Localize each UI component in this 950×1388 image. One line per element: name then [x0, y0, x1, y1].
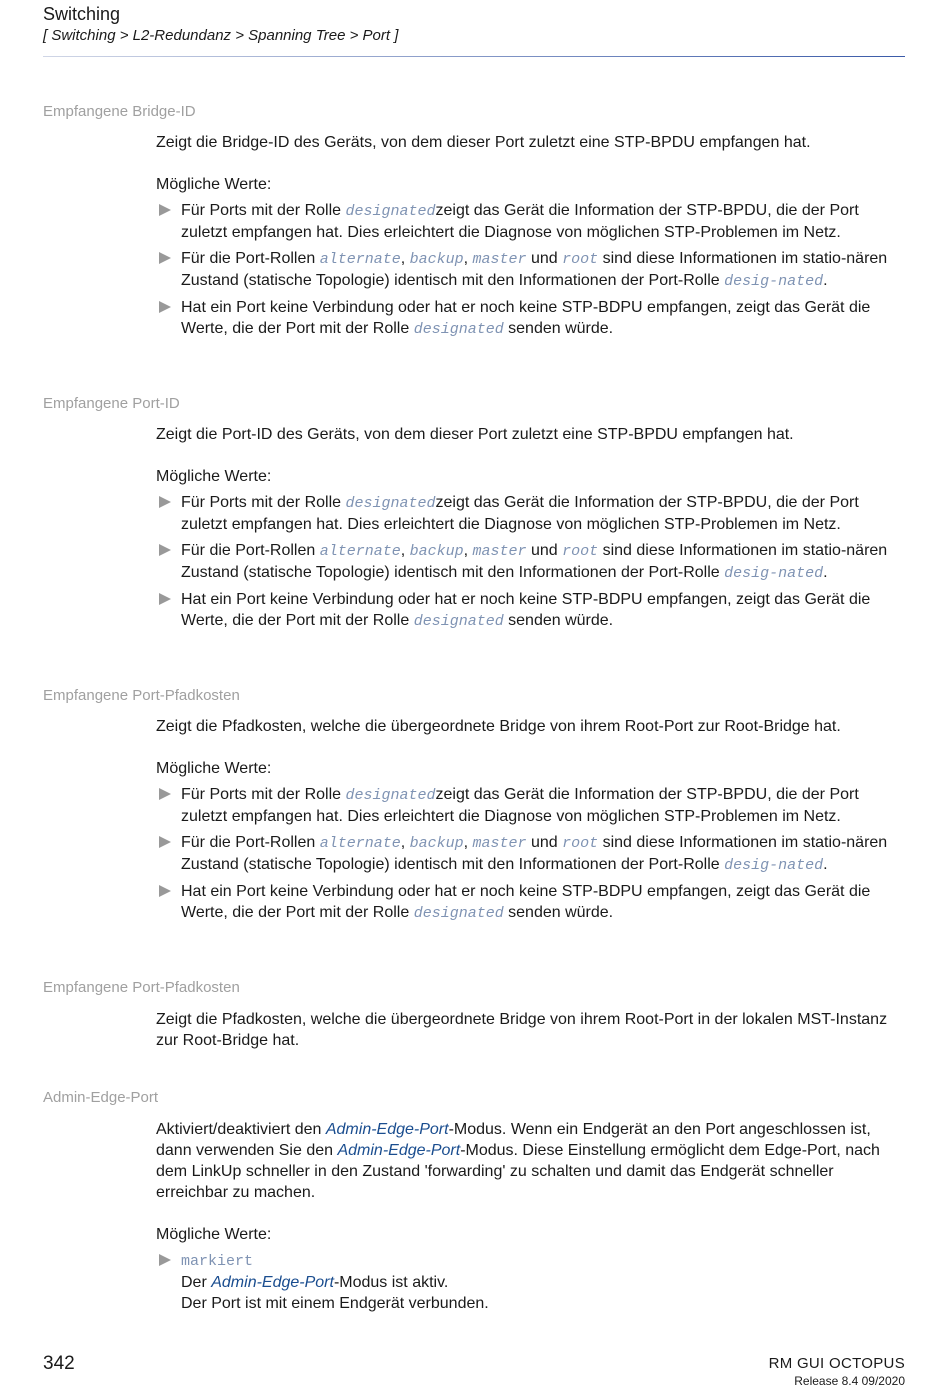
section-description: Aktiviert/deaktiviert den Admin-Edge-Port-Modus. Wenn ein Endgerät an den Port angeschlossen ist, dann verwenden Sie den Admin-Edge-Port-Modus. Diese Einstellung ermöglicht dem Edge-Port, nach dem LinkUp schneller in den Zustand 'forwarding' zu schalten und damit das Endgerät schneller erreichbar zu machen.: [156, 1121, 880, 1201]
possible-values-label: Mögliche Werte:: [156, 468, 272, 485]
page-header-title: Switching: [43, 4, 121, 24]
header-divider: [43, 56, 905, 57]
possible-values-list: [156, 200, 908, 340]
bullet-triangle-icon: [159, 885, 171, 897]
release-info: Release 8.4 09/2020: [794, 1374, 905, 1388]
admin-edge-port-link[interactable]: Admin-Edge-Port: [325, 1121, 449, 1138]
bullet-triangle-icon: [159, 252, 171, 264]
list-item: Für Ports mit der Rolle designatedzeigt das Gerät die Information der STP-BPDU, die der Port zuletzt empfangen hat. Dies erleichtert die Diagnose von möglichen STP-Problemen im Netz.: [156, 492, 908, 535]
bullet-triangle-icon: [159, 301, 171, 313]
section-heading-received-port-path-cost-mst: Empfangene Port-Pfadkosten: [43, 979, 240, 996]
list-item: Hat ein Port keine Verbindung oder hat er noch keine STP-BDPU empfangen, zeigt das Gerät die Werte, die der Port mit der Rolle designated senden würde.: [156, 297, 908, 340]
possible-values-list: [156, 784, 908, 924]
list-item: Für Ports mit der Rolle designatedzeigt das Gerät die Information der STP-BPDU, die der Port zuletzt empfangen hat. Dies erleichtert die Diagnose von möglichen STP-Problemen im Netz.: [156, 200, 908, 243]
possible-values-label: Mögliche Werte:: [156, 176, 272, 193]
bullet-triangle-icon: [159, 1254, 171, 1266]
admin-edge-port-link[interactable]: Admin-Edge-Port: [211, 1274, 334, 1291]
page-number: 342: [43, 1353, 75, 1374]
section-body-received-port-id: [156, 424, 908, 632]
bullet-triangle-icon: [159, 204, 171, 216]
product-name: RM GUI OCTOPUS: [768, 1355, 905, 1372]
section-body-admin-edge-port: [156, 1119, 908, 1314]
bullet-triangle-icon: [159, 836, 171, 848]
admin-edge-port-link[interactable]: Admin-Edge-Port: [337, 1142, 461, 1159]
list-item: markiert Der Admin-Edge-Port-Modus ist aktiv. Der Port ist mit einem Endgerät verbunden.: [156, 1250, 908, 1314]
possible-values-label: Mögliche Werte:: [156, 1226, 272, 1243]
list-item: Für die Port-Rollen alternate, backup, master und root sind diese Informationen im statio-nären Zustand (statische Topologie) identisch mit den Informationen der Port-Rolle desig-nated.: [156, 832, 908, 876]
possible-values-list: [156, 492, 908, 632]
section-heading-received-bridge-id: Empfangene Bridge-ID: [43, 103, 196, 120]
list-item: Für die Port-Rollen alternate, backup, master und root sind diese Informationen im statio-nären Zustand (statische Topologie) identisch mit den Informationen der Port-Rolle desig-nated.: [156, 540, 908, 584]
list-item: Hat ein Port keine Verbindung oder hat er noch keine STP-BDPU empfangen, zeigt das Gerät die Werte, die der Port mit der Rolle designated senden würde.: [156, 881, 908, 924]
section-description: Zeigt die Pfadkosten, welche die übergeordnete Bridge von ihrem Root-Port zur Root-Bridge hat.: [156, 718, 841, 735]
list-item: Für Ports mit der Rolle designatedzeigt das Gerät die Information der STP-BPDU, die der Port zuletzt empfangen hat. Dies erleichtert die Diagnose von möglichen STP-Problemen im Netz.: [156, 784, 908, 827]
breadcrumb: [ Switching > L2-Redundanz > Spanning Tree > Port ]: [43, 27, 399, 44]
section-body-received-bridge-id: [156, 132, 908, 340]
section-description: Zeigt die Bridge-ID des Geräts, von dem dieser Port zuletzt eine STP-BPDU empfangen hat.: [156, 134, 811, 151]
list-item: Für die Port-Rollen alternate, backup, master und root sind diese Informationen im statio-nären Zustand (statische Topologie) identisch mit den Informationen der Port-Rolle desig-nated.: [156, 248, 908, 292]
possible-values-list: [156, 1250, 908, 1314]
section-body-received-port-path-cost-mst: [156, 1009, 908, 1051]
bullet-triangle-icon: [159, 788, 171, 800]
section-heading-admin-edge-port: Admin-Edge-Port: [43, 1089, 159, 1106]
value-markiert: markiert: [181, 1253, 254, 1270]
bullet-triangle-icon: [159, 544, 171, 556]
bullet-triangle-icon: [159, 496, 171, 508]
list-item: Hat ein Port keine Verbindung oder hat er noch keine STP-BDPU empfangen, zeigt das Gerät die Werte, die der Port mit der Rolle designated senden würde.: [156, 589, 908, 632]
section-body-received-port-path-cost: [156, 716, 908, 924]
section-heading-received-port-id: Empfangene Port-ID: [43, 395, 180, 412]
possible-values-label: Mögliche Werte:: [156, 760, 272, 777]
bullet-triangle-icon: [159, 593, 171, 605]
section-description: Zeigt die Pfadkosten, welche die übergeordnete Bridge von ihrem Root-Port in der lokalen MST-Instanz zur Root-Bridge hat.: [156, 1011, 888, 1049]
section-description: Zeigt die Port-ID des Geräts, von dem dieser Port zuletzt eine STP-BPDU empfangen hat.: [156, 426, 794, 443]
section-heading-received-port-path-cost: Empfangene Port-Pfadkosten: [43, 687, 240, 704]
